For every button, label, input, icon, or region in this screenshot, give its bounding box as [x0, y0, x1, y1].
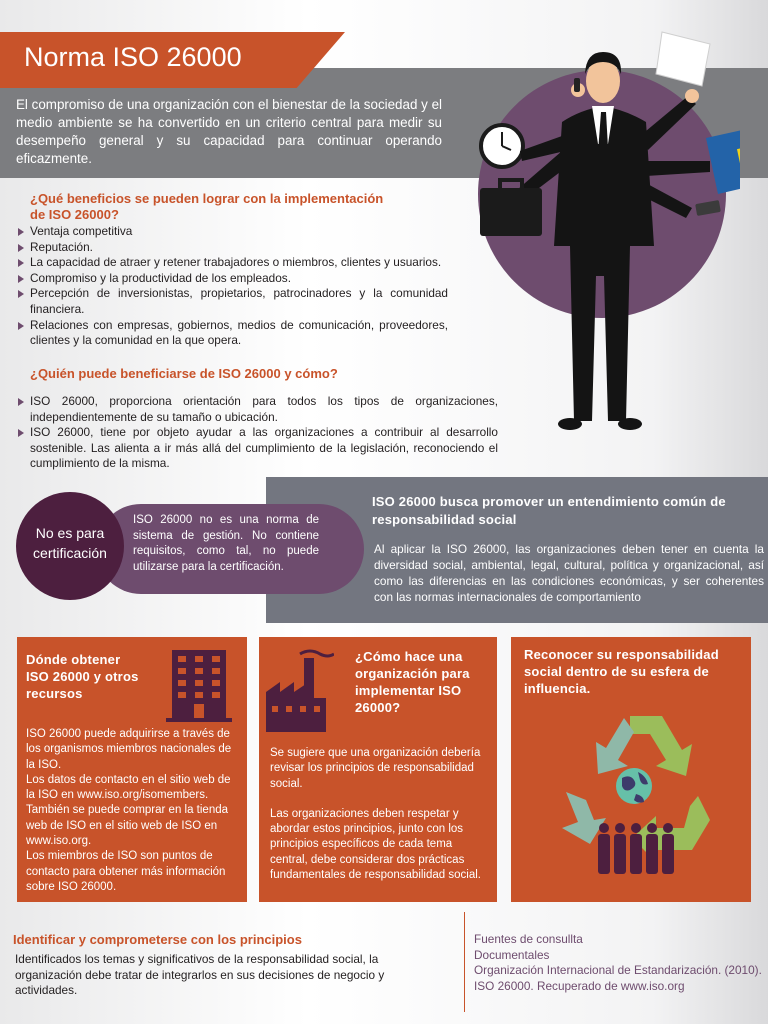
resources-p3: También se puede comprar en la tienda web de ISO en el sitio web de ISO en www.iso.org. — [26, 804, 229, 848]
identify-title: Identificar y comprometerse con los principios — [13, 932, 302, 947]
list-item: Relaciones con empresas, gobiernos, medios de comunicación, proveedores, clientes y la comunidad en la que opera. — [16, 318, 448, 349]
sources-line2: Documentales — [474, 947, 550, 962]
recycle-globe-icon — [560, 710, 710, 882]
intro-text: El compromiso de una organización con el bienestar de la sociedad y el medio ambiente se ha convertido en un criterio central para medir su desempeño general y su capacidad para continuar operando eficazmente. — [16, 97, 442, 166]
influence-title: Reconocer su responsabilidad social dentro de su esfera de influencia. — [524, 647, 719, 696]
benefits-list — [16, 224, 448, 349]
list-item: La capacidad de atraer y retener trabajadores o miembros, clientes y usuarios. — [16, 255, 448, 271]
sources-line4: ISO 26000. Recuperado de www.iso.org — [474, 979, 685, 994]
factory-icon — [264, 648, 334, 734]
building-icon — [164, 646, 234, 724]
resources-p2: Los datos de contacto en el sitio web de la ISO en www.iso.org/isomembers. — [26, 773, 231, 802]
list-item: ISO 26000, tiene por objeto ayudar a las organizaciones a contribuir al desarrollo sostenible. Las alienta a ir más allá del cumplimiento de la legislación, reconociendo el cumplimiento de la misma. — [16, 425, 498, 472]
list-item: Reputación. — [16, 240, 448, 256]
resources-title: Dónde obtener ISO 26000 y otros recursos — [26, 652, 139, 701]
page-title: Norma ISO 26000 — [24, 42, 242, 72]
sources-line1: Fuentes de consullta — [474, 932, 583, 946]
who-heading: ¿Quién puede beneficiarse de ISO 26000 y cómo? — [30, 366, 338, 381]
implement-p2: Las organizaciones deben respetar y abordar estos principios, junto con los principios específicos de cada tema central, debe considerar dos prácticas fundamentales de responsabilidad social. — [270, 807, 481, 882]
sources-line3: Organización Internacional de Estandarización. (2010). — [474, 963, 762, 978]
paper-icon — [656, 32, 710, 86]
folder-icon — [706, 126, 740, 194]
promote-body: Al aplicar la ISO 26000, las organizaciones deben tener en cuenta la diversidad social, ambiental, legal, cultural, política y organizacional, así como las diferencias en las condiciones económicas, y ser coherentes con las normas internacionales de comportamiento — [374, 542, 764, 604]
divider — [464, 912, 465, 1012]
benefits-heading-line2: de ISO 26000? — [30, 207, 119, 222]
certification-text: ISO 26000 no es una norma de sistema de gestión. No contiene requisitos, como tal, no puede utilizarse para la certificación. — [133, 514, 319, 573]
benefits-heading-line1: ¿Qué beneficios se pueden lograr con la implementación — [30, 191, 384, 206]
resources-body — [26, 727, 240, 895]
certification-label: No es para certificación — [33, 525, 107, 561]
resources-p4: Los miembros de ISO son puntos de contacto para obtener más información sobre ISO 26000. — [26, 850, 226, 893]
who-list — [16, 394, 498, 472]
list-item: Percepción de inversionistas, propietarios, patrocinadores y la comunidad financiera. — [16, 286, 448, 317]
list-item: Compromiso y la productividad de los empleados. — [16, 271, 448, 287]
clock-icon — [481, 125, 523, 167]
sources — [474, 932, 764, 995]
implement-body — [270, 746, 488, 883]
identify-body: Identificados los temas y significativos de la responsabilidad social, la organización debe tratar de integrarlos en sus decisiones de negocio y actividades. — [15, 952, 385, 997]
implement-title: ¿Cómo hace una organización para implementar ISO 26000? — [355, 649, 470, 715]
promote-title: ISO 26000 busca promover un entendimiento común de responsabilidad social — [372, 494, 726, 527]
list-item: ISO 26000, proporciona orientación para todos los tipos de organizaciones, independientemente de su tamaño o ubicación. — [16, 394, 498, 425]
resources-p1: ISO 26000 puede adquirirse a través de los organismos miembros nacionales de la ISO. — [26, 728, 232, 771]
businessman-icon — [470, 26, 740, 436]
benefits-heading — [30, 191, 450, 223]
briefcase-icon — [480, 180, 542, 236]
implement-p1: Se sugiere que una organización debería revisar los principios de responsabilidad social. — [270, 747, 481, 790]
list-item: Ventaja competitiva — [16, 224, 448, 240]
